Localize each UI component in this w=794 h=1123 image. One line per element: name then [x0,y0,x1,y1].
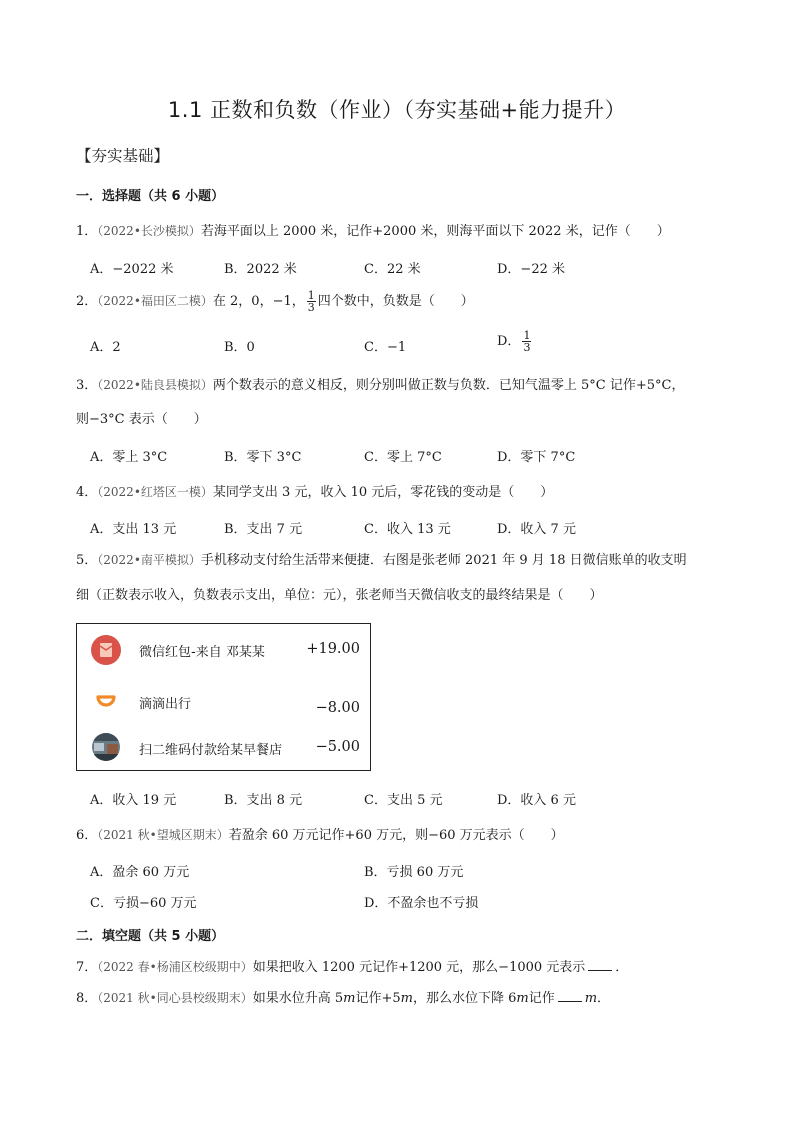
question-source: （2022 春•杨浦区校级期中） [97,960,253,974]
q1-option-d[interactable]: D．−22 米 [497,262,565,277]
question-5 [76,549,687,568]
bill-row-label: 滴滴出行 [139,697,192,712]
question-text: 如果把收入 1200 元记作+1200 元，那么−1000 元表示 [252,960,586,975]
question-8: 8．（2021 秋•同心县校级期末）如果水位升高 5m记作+5m，那么水位下降 6m记作 m． [76,991,611,1006]
question-6 [76,824,564,843]
question-source: （2022•福田区二模） [97,294,213,308]
q6-option-a[interactable]: A．盈余 60 万元 [90,865,190,880]
q4-option-d[interactable]: D．收入 7 元 [497,522,576,537]
didi-icon [91,686,121,716]
answer-blank[interactable] [588,958,612,971]
bill-row-amount: +19.00 [306,641,360,657]
q5-option-d[interactable]: D．收入 6 元 [497,793,576,808]
q2-option-d[interactable]: D． $\frac{1}{3}$ [497,329,531,354]
question-number: 5． [76,553,98,568]
question-text-after: 四个数中，负数是（ ） [317,294,474,309]
q4-option-b[interactable]: B．支出 7 元 [224,522,303,537]
q3-option-c[interactable]: C．零上 7°C [364,450,442,465]
bill-row-amount: −8.00 [315,700,360,716]
question-number: 7． [76,960,98,975]
part2-heading: 二．填空题（共 5 小题） [76,929,225,944]
question-text: 若盈余 60 万元记作+60 万元，则−60 万元表示（ ） [228,828,564,843]
question-source: （2022•南平模拟） [97,553,201,567]
page-title: 1.1 正数和负数（作业）（夯实基础+能力提升） [167,98,627,122]
question-text: 两个数表示的意义相反，则分别叫做正数与负数．已知气温零上 5°C 记作+5°C， [212,378,685,393]
q6-option-d[interactable]: D．不盈余也不亏损 [364,896,479,911]
question-source: （2022•红塔区一模） [97,485,213,499]
question-7: 7．（2022 春•杨浦区校级期中）如果把收入 1200 元记作+1200 元，那么−1000 元表示 ． [76,960,629,975]
question-number: 1． [76,224,98,239]
q5-option-c[interactable]: C．支出 5 元 [364,793,443,808]
bill-row-amount: −5.00 [315,739,360,755]
q4-option-a[interactable]: A．支出 13 元 [90,522,177,537]
question-number: 8． [76,991,98,1006]
question-number: 4． [76,485,98,500]
q1-option-a[interactable]: A．−2022 米 [90,262,174,277]
question-3-line-2: 则−3°C 表示（ ） [76,412,207,427]
fraction-one-third: $\frac{1}{3}$ [307,289,315,314]
q4-option-c[interactable]: C．收入 13 元 [364,522,451,537]
q6-option-c[interactable]: C．亏损−60 万元 [90,896,197,911]
q5-option-a[interactable]: A．收入 19 元 [90,793,177,808]
red-envelope-icon [91,635,121,665]
question-4 [76,481,553,500]
q2-option-b[interactable]: B．0 [224,340,255,355]
wechat-bill-box [76,623,371,771]
shop-photo-icon [91,732,121,762]
answer-blank[interactable] [558,989,582,1002]
question-text: 手机移动支付给生活带来便捷．右图是张老师 2021 年 9 月 18 日微信账单的收支明 [200,553,687,568]
question-number: 2． [76,294,98,309]
q1-option-c[interactable]: C．22 米 [364,262,421,277]
question-number: 6． [76,828,98,843]
fraction-one-third: $\frac{1}{3}$ [523,329,531,354]
question-5-line-2: 细（正数表示收入，负数表示支出，单位：元），张老师当天微信收支的最终结果是（ ） [76,588,603,603]
question-2 [76,290,474,313]
question-source: （2022•陆良县模拟） [97,378,213,392]
bill-row-label: 扫二维码付款给某早餐店 [139,743,283,758]
part1-heading: 一．选择题（共 6 小题） [76,189,225,204]
question-text-before: 在 2，0，−1， [212,294,305,309]
bill-row-label: 微信红包-来自 邓某某 [139,645,265,660]
section-label: 【夯实基础】 [76,147,170,165]
question-source: （2021 秋•同心县校级期末） [97,991,253,1005]
q3-option-a[interactable]: A．零上 3°C [90,450,168,465]
question-source: （2021 秋•望城区期末） [97,828,229,842]
q5-option-b[interactable]: B．支出 8 元 [224,793,303,808]
question-number: 3． [76,378,98,393]
q1-option-b[interactable]: B．2022 米 [224,262,297,277]
q6-option-b[interactable]: B．亏损 60 万元 [364,865,464,880]
question-1 [76,220,670,239]
q3-option-d[interactable]: D．零下 7°C [497,450,576,465]
question-text: 若海平面以上 2000 米，记作+2000 米，则海平面以下 2022 米，记作（ ） [200,224,670,239]
question-source: （2022•长沙模拟） [97,224,201,238]
q2-option-a[interactable]: A．2 [90,340,121,355]
question-3 [76,374,685,393]
q3-option-b[interactable]: B．零下 3°C [224,450,302,465]
question-text: 某同学支出 3 元，收入 10 元后，零花钱的变动是（ ） [212,485,554,500]
q2-option-c[interactable]: C．−1 [364,340,407,355]
